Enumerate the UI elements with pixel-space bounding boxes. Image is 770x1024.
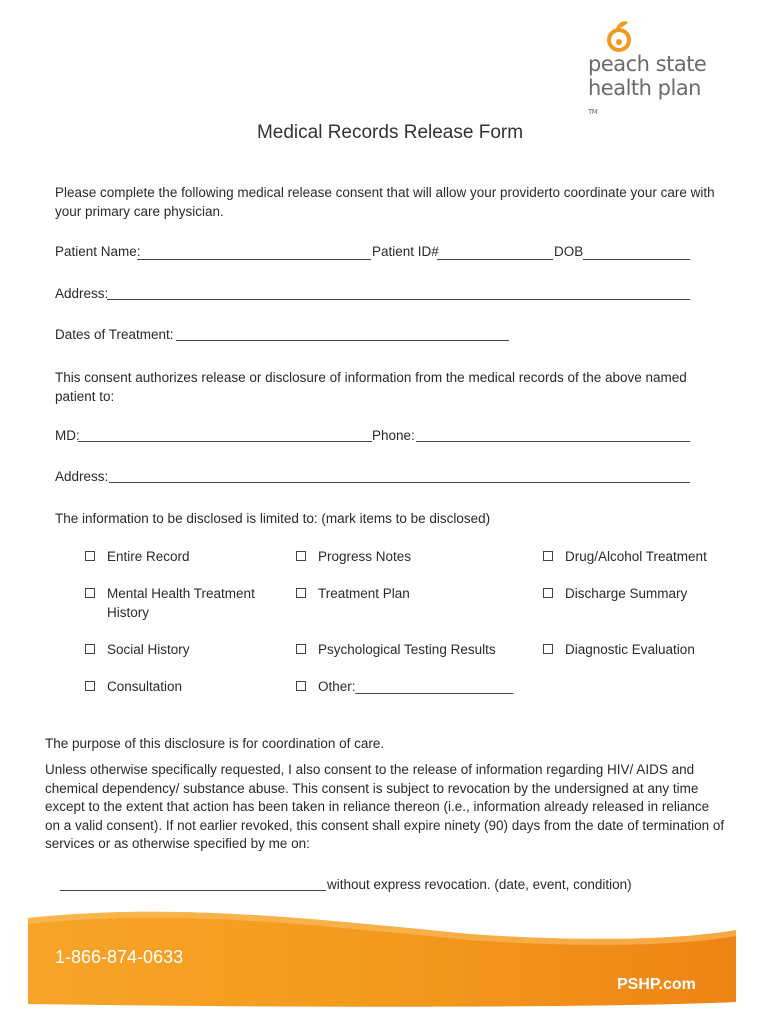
checkbox-icon[interactable] xyxy=(543,644,553,654)
checkbox-icon[interactable] xyxy=(85,551,95,561)
checkbox-icon[interactable] xyxy=(543,588,553,598)
patient-name-label: Patient Name: xyxy=(55,244,141,259)
phone-label: Phone: xyxy=(372,428,415,443)
patient-id-label: Patient ID# xyxy=(372,244,439,259)
revocation-text: Unless otherwise specifically requested, I also consent to the release of information regarding HIV/ AIDS and chemical dependency/ substance abuse. This consent is subject to revocation by the undersigned at any time except to the extent that action has been taken in reliance thereon (i.e., information already released in reliance on a valid consent). If not earlier revoked, this consent shall expire ninety (90) days from the date of termination of services or as otherwise specified by me on: xyxy=(45,762,725,851)
checkbox-icon[interactable] xyxy=(296,551,306,561)
checkbox-label: Drug/Alcohol Treatment xyxy=(565,549,707,564)
purpose-text: The purpose of this disclosure is for coordination of care. xyxy=(45,736,385,751)
patient-name-field[interactable] xyxy=(137,259,371,260)
footer-phone: 1-866-874-0633 xyxy=(55,947,184,967)
logo-trademark: TM xyxy=(588,108,598,116)
checkbox-label: Psychological Testing Results xyxy=(318,642,496,657)
dates-of-treatment-field[interactable] xyxy=(176,340,509,341)
expiry-date-field[interactable] xyxy=(60,890,326,891)
checkbox-label: Social History xyxy=(107,642,190,657)
dates-of-treatment-label: Dates of Treatment: xyxy=(55,327,174,342)
checkbox-icon[interactable] xyxy=(296,588,306,598)
md-field[interactable] xyxy=(78,441,372,442)
intro-text: Please complete the following medical release consent that will allow your providerto coordinate your care with your primary care physician. xyxy=(55,185,715,219)
expiry-suffix-text: without express revocation. (date, event, condition) xyxy=(327,877,632,892)
consent-text: This consent authorizes release or disclosure of information from the medical records of the above named patient to: xyxy=(55,370,687,404)
checkbox-label: Other:_____________________ xyxy=(318,679,514,694)
checkbox-label: Diagnostic Evaluation xyxy=(565,642,695,657)
address-label: Address: xyxy=(55,286,109,301)
checkbox-icon[interactable] xyxy=(543,551,553,561)
checkbox-icon[interactable] xyxy=(85,681,95,691)
recipient-address-field[interactable] xyxy=(109,482,690,483)
phone-field[interactable] xyxy=(416,441,690,442)
checkbox-icon[interactable] xyxy=(296,681,306,691)
checkbox-label: Treatment Plan xyxy=(318,586,410,601)
md-label: MD: xyxy=(55,428,80,443)
brand-logo xyxy=(588,52,706,124)
dob-label: DOB xyxy=(554,244,584,259)
address-field[interactable] xyxy=(107,299,690,300)
checkbox-label: Mental Health Treatment History xyxy=(107,586,255,620)
checkbox-icon[interactable] xyxy=(85,644,95,654)
checkbox-label: Entire Record xyxy=(107,549,190,564)
page-title: Medical Records Release Form xyxy=(256,122,524,143)
patient-id-field[interactable] xyxy=(437,259,553,260)
checkbox-label: Discharge Summary xyxy=(565,586,688,601)
limited-text: The information to be disclosed is limited to: (mark items to be disclosed) xyxy=(55,511,491,526)
logo-line-1: peach state xyxy=(588,52,707,76)
checkbox-label: Consultation xyxy=(107,679,183,694)
recipient-address-label: Address: xyxy=(55,469,109,484)
footer-website-link[interactable]: PSHP.com xyxy=(617,976,696,993)
dob-field[interactable] xyxy=(583,259,690,260)
checkbox-icon[interactable] xyxy=(296,644,306,654)
checkbox-label: Progress Notes xyxy=(318,549,412,564)
checkbox-icon[interactable] xyxy=(85,588,95,598)
logo-line-2: health plan xyxy=(588,76,701,100)
